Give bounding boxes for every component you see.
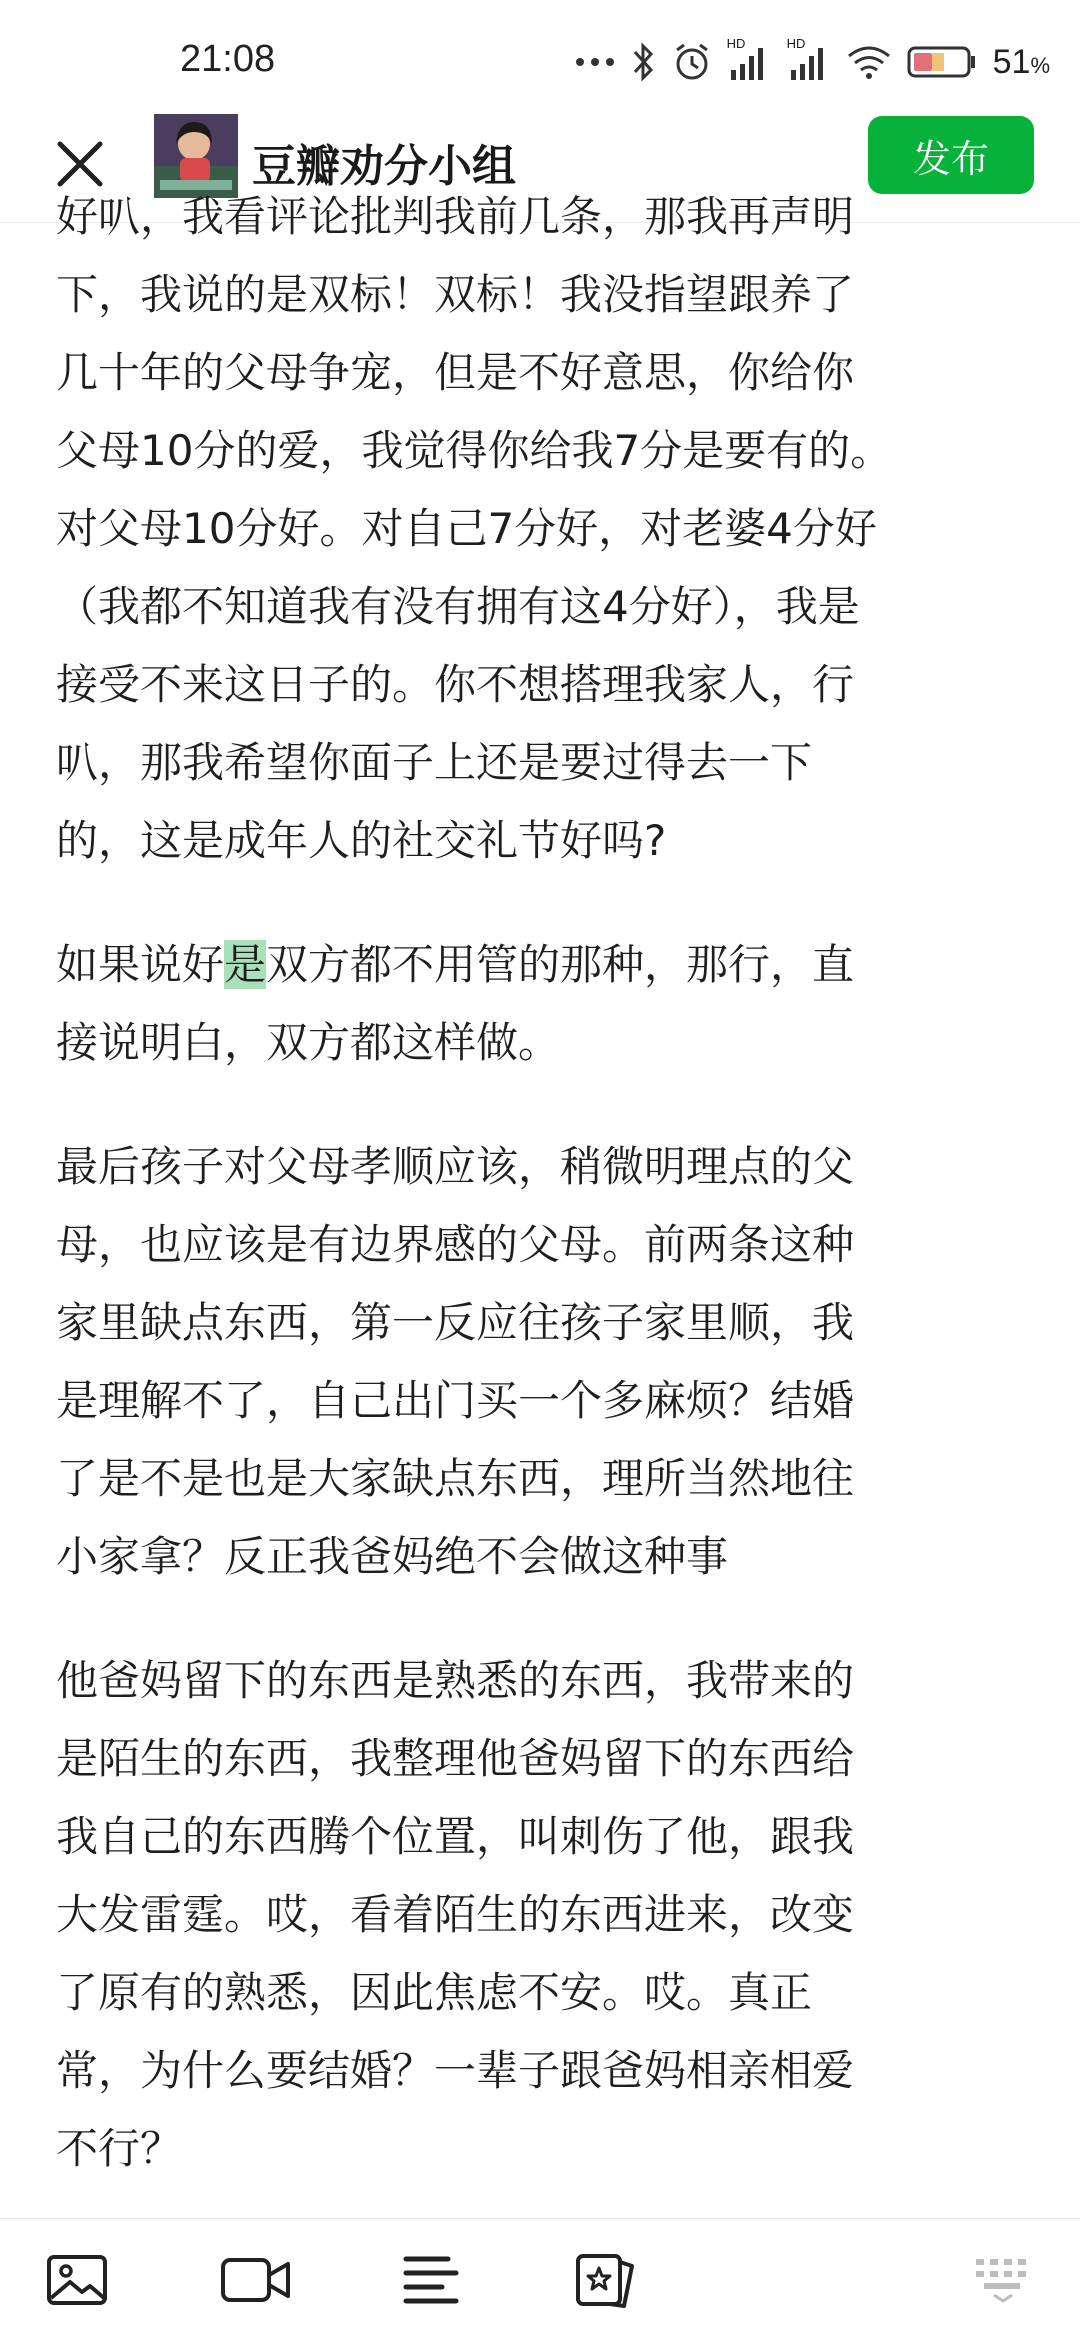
alarm-icon — [673, 42, 711, 82]
publish-button[interactable]: 发布 — [868, 116, 1034, 194]
insert-video-button[interactable] — [220, 2247, 292, 2313]
hide-keyboard-button[interactable] — [970, 2247, 1036, 2313]
image-icon — [46, 2254, 108, 2306]
bluetooth-icon — [631, 42, 657, 82]
sticker-icon — [574, 2250, 636, 2310]
text-format-button[interactable] — [398, 2247, 464, 2313]
text-format-icon — [402, 2253, 460, 2307]
signal-bars-icon — [727, 42, 771, 82]
post-editor[interactable] — [0, 192, 1080, 2218]
status-icons — [575, 36, 1050, 84]
paragraph-2[interactable] — [56, 926, 1026, 1082]
paragraph-4[interactable]: 他爸妈留下的东西是熟悉的东西，我带来的 是陌生的东西，我整理他爸妈留下的东西给 我自己的东西腾个位置，叫刺伤了他，跟我 大发雷霆。哎，看着陌生的东西进来，改变 了原有的熟悉，因此焦虑不安。哎。真正 常，为什么要结婚？一辈子跟爸妈相亲相爱 不行？ — [56, 1656, 855, 2173]
paragraph-1[interactable]: 好叭，我看评论批判我前几条，那我再声明 下，我说的是双标！双标！我没指望跟养了 几十年的父母争宠，但是不好意思，你给你 父母10分的爱，我觉得你给我7分是要有的。 对父母10分好。对自己7分好，对老婆4分好 （我都不知道我有没有拥有这4分好），我是 接受不来这日子的。你不想搭理我家人，行 叭，那我希望你面子上还是要过得去一下 的，这是成年人的社交礼节好吗? — [56, 192, 893, 865]
keyboard-hide-icon — [974, 2257, 1032, 2303]
signal-bars-icon — [787, 42, 831, 82]
post-body[interactable] — [56, 178, 1026, 2234]
battery-percent — [993, 43, 1050, 82]
signal-hd-label-1: HD — [726, 36, 746, 51]
sticker-button[interactable] — [572, 2247, 638, 2313]
battery-percent-unit: % — [1030, 52, 1050, 78]
paragraph-3[interactable]: 最后孩子对父母孝顺应该，稍微明理点的父 母，也应该是有边界感的父母。前两条这种 家里缺点东西，第一反应往孩子家里顺，我 是理解不了，自己出门买一个多麻烦？结婚 了是不是也是大家缺点东西，理所当然地往 小家拿？反正我爸妈绝不会做这种事 — [56, 1142, 855, 1581]
group-name[interactable]: 豆瓣劝分小组 — [252, 141, 516, 192]
editor-toolbar — [0, 2218, 1080, 2341]
battery-percent-value: 51 — [992, 42, 1031, 81]
status-bar — [0, 0, 1080, 120]
wifi-icon — [847, 44, 891, 80]
paragraph-2-end: 双方都不用管的那种，那行，直 接说明白，双方都这样做。 — [56, 940, 855, 1067]
battery-icon — [907, 45, 977, 79]
status-time: 21:08 — [180, 38, 276, 80]
insert-image-button[interactable] — [44, 2247, 110, 2313]
signal-hd-label-2: HD — [786, 36, 806, 51]
paragraph-2-start: 如果说好 — [56, 940, 225, 989]
selected-text-highlight[interactable]: 是 — [224, 940, 267, 989]
signal-1 — [726, 36, 771, 82]
video-icon — [220, 2255, 292, 2305]
signal-2 — [786, 36, 831, 82]
more-dots-icon — [575, 56, 615, 68]
